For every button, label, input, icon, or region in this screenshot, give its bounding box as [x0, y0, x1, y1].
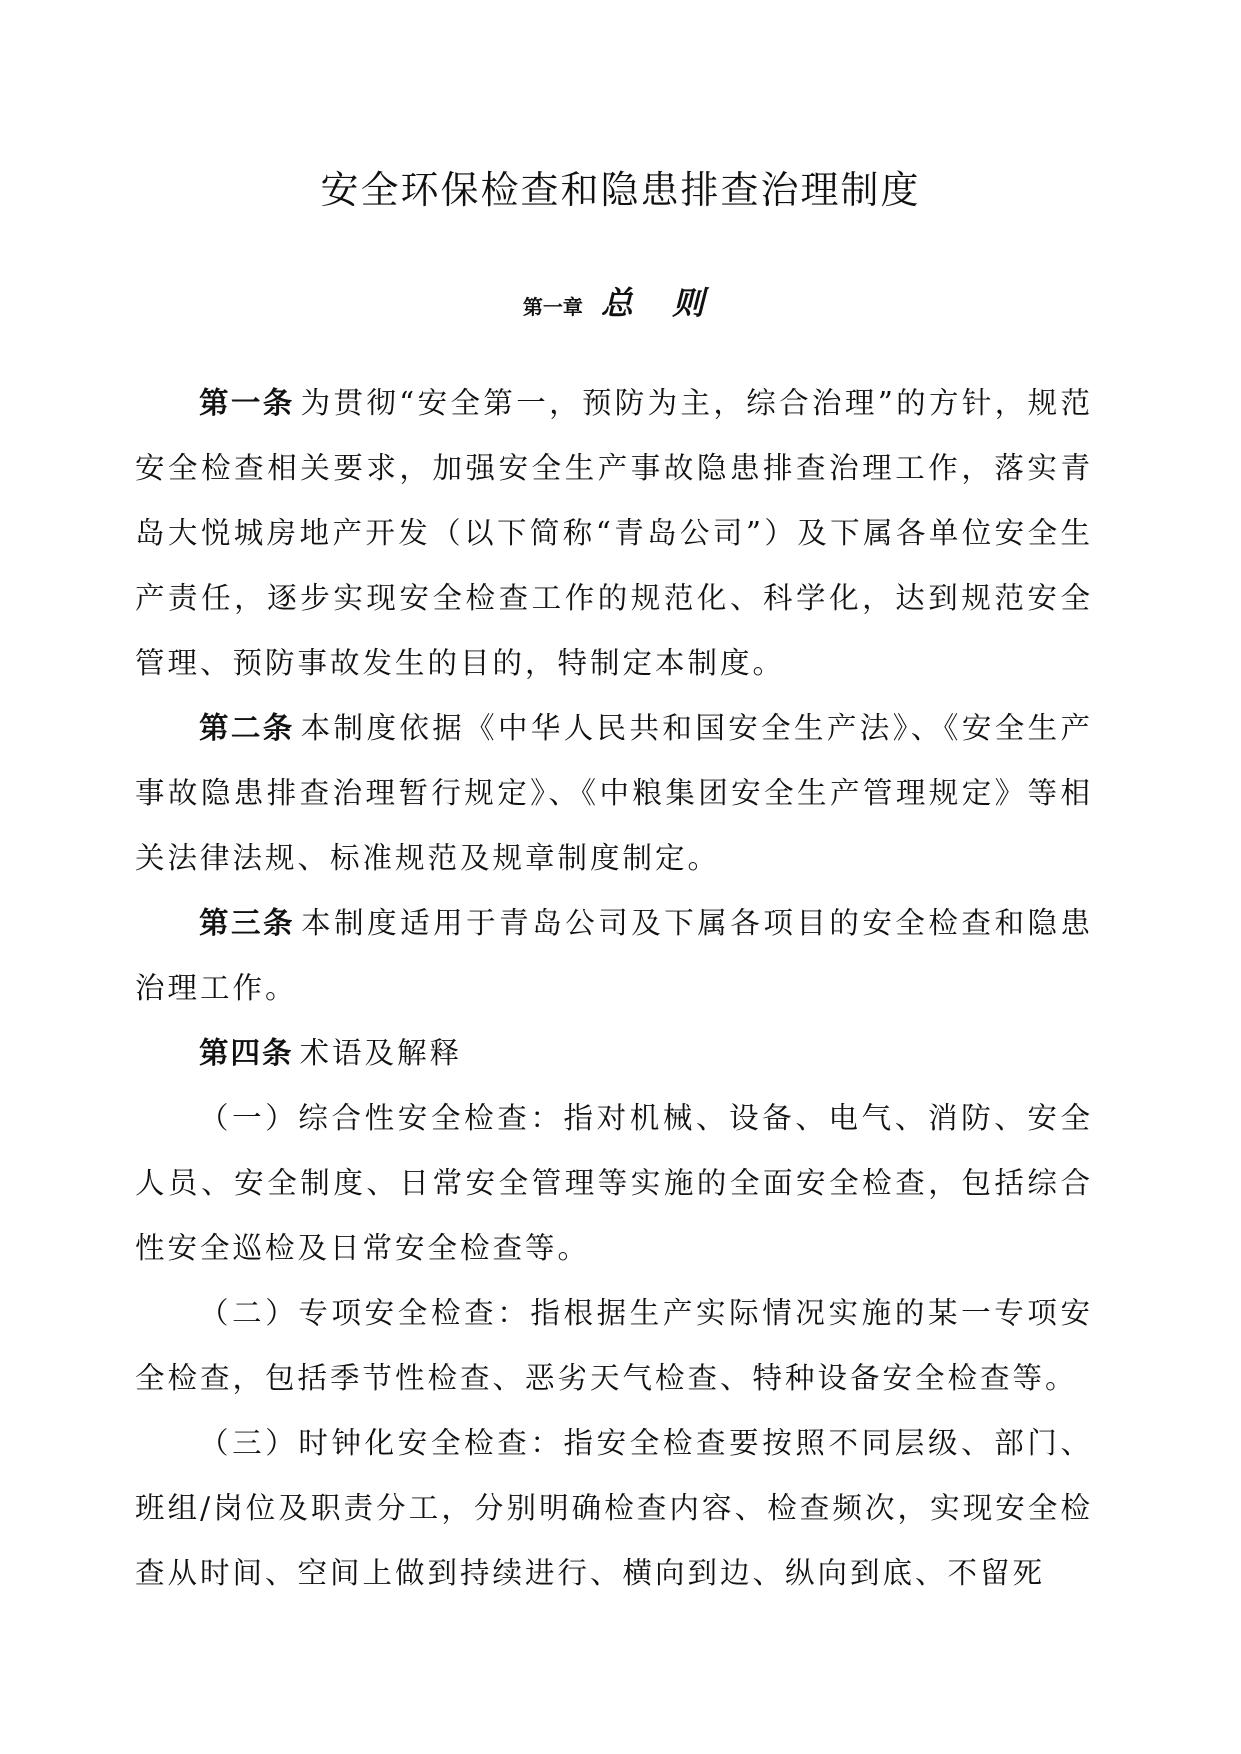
article-text: 术语及解释 — [299, 1036, 463, 1070]
article-text: 本制度依据《中华人民共和国安全生产法》、《安全生产事故隐患排查治理暂行规定》、《中粮集团安全生产管理规定》等相关法律法规、标准规范及规章制度制定。 — [135, 711, 1093, 875]
clause-2: （二）专项安全检查：指根据生产实际情况实施的某一专项安全检查，包括季节性检查、恶劣天气检查、特种设备安全检查等。 — [135, 1296, 1093, 1395]
article-text: 本制度适用于青岛公司及下属各项目的安全检查和隐患治理工作。 — [135, 906, 1093, 1005]
clause-1: （一）综合性安全检查：指对机械、设备、电气、消防、安全人员、安全制度、日常安全管理等实施的全面安全检查，包括综合性安全巡检及日常安全检查等。 — [135, 1101, 1093, 1265]
chapter-name: 总 则 — [600, 284, 719, 322]
article-number: 第四条 — [199, 1036, 294, 1070]
document-title: 安全环保检查和隐患排查治理制度 — [320, 168, 921, 212]
article-1 — [135, 371, 1093, 696]
article-number: 第二条 — [199, 711, 295, 745]
chapter-number: 第一章 — [522, 295, 583, 319]
article-3 — [135, 891, 1093, 1021]
clause-3: （三）时钟化安全检查：指安全检查要按照不同层级、部门、班组/岗位及职责分工，分别明确检查内容、检查频次，实现安全检查从时间、空间上做到持续进行、横向到边、纵向到底、不留死 — [135, 1426, 1093, 1590]
document-body — [135, 371, 1093, 1606]
article-number: 第三条 — [199, 906, 296, 940]
article-2 — [135, 696, 1093, 891]
article-text: 为贯彻“安全第一，预防为主，综合治理”的方针，规范安全检查相关要求，加强安全生产事故隐患排查治理工作，落实青岛大悦城房地产开发（以下简称“青岛公司”）及下属各单位安全生产责任，逐步实现安全检查工作的规范化、科学化，达到规范安全管理、预防事故发生的目的，特制定本制度。 — [135, 386, 1093, 680]
chapter-heading — [0, 280, 1241, 332]
article-4 — [135, 1021, 1093, 1086]
article-number: 第一条 — [199, 386, 295, 420]
